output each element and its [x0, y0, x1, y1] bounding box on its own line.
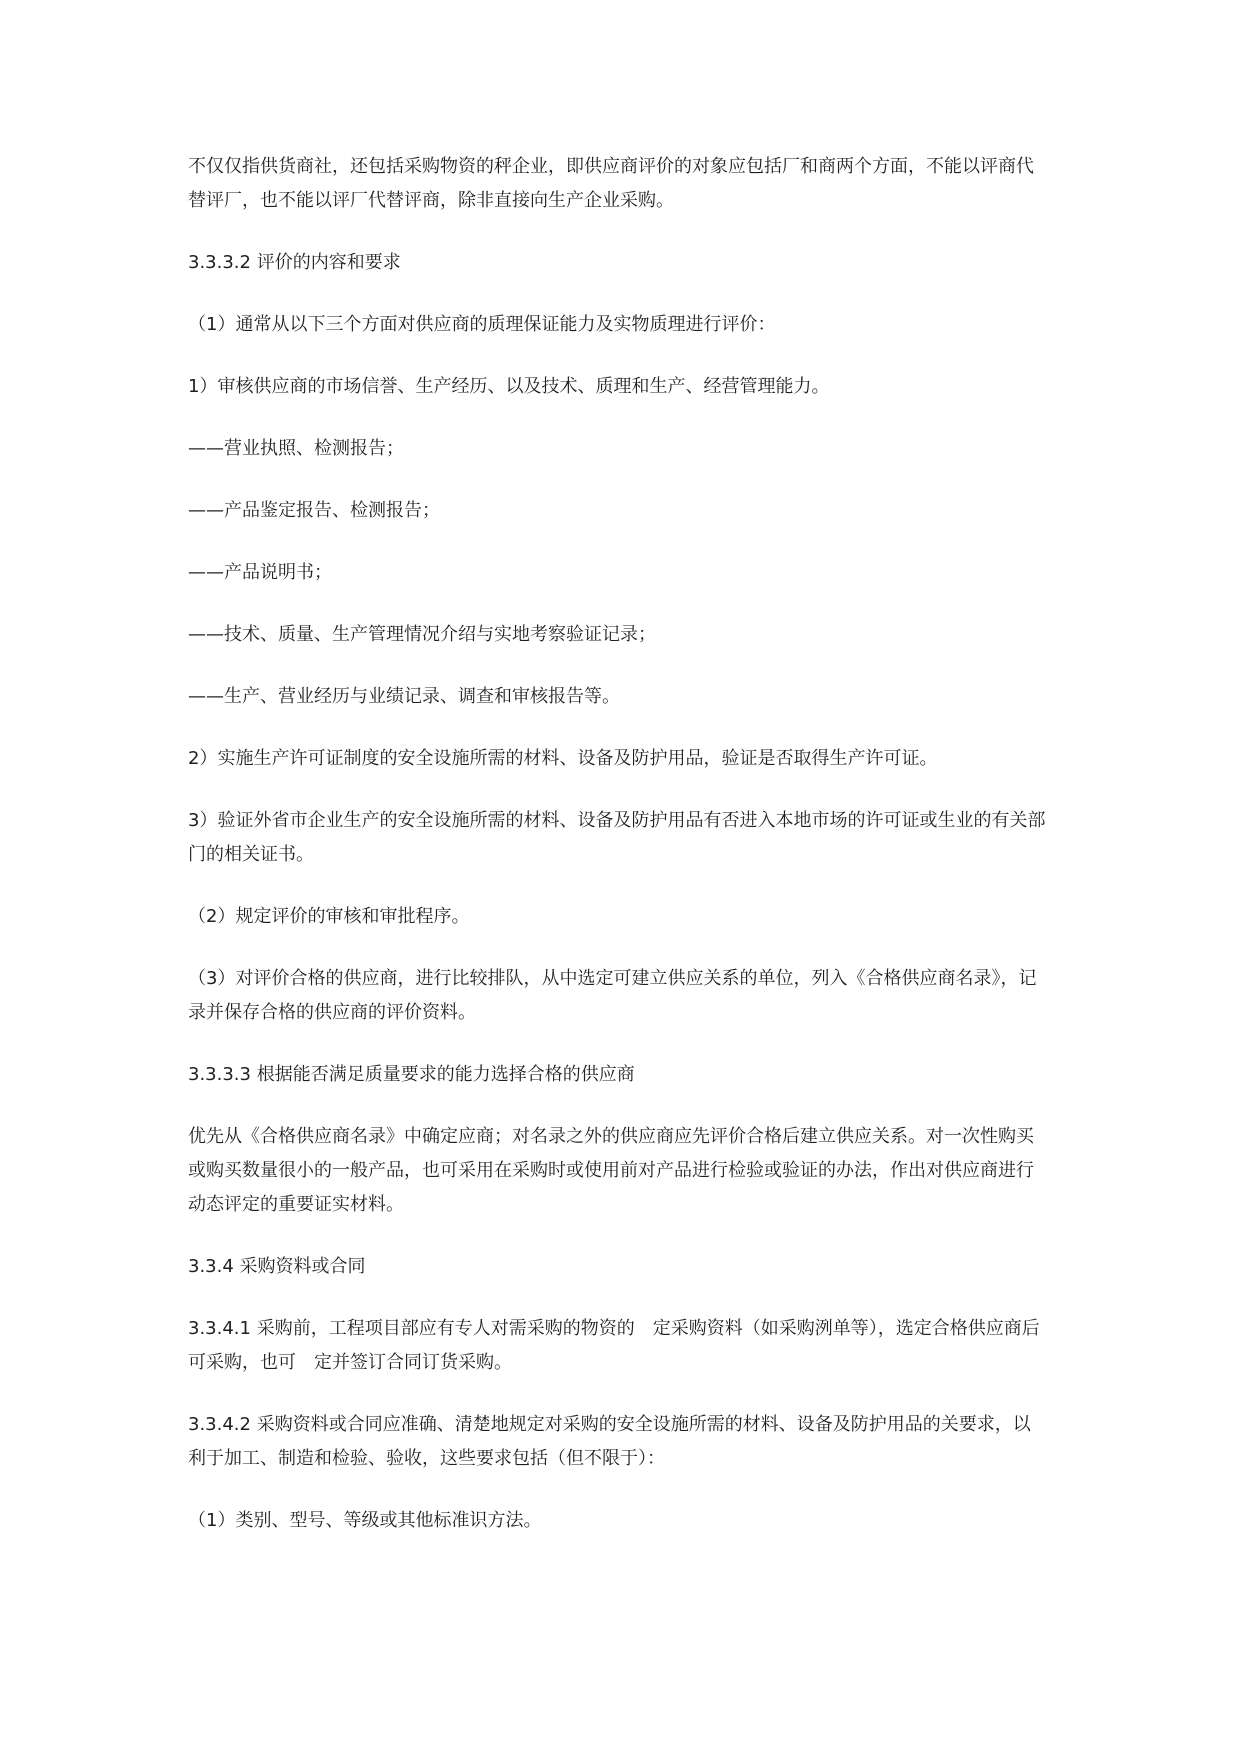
paragraph-3-3-4-2: 3.3.4.2 采购资料或合同应准确、清楚地规定对采购的安全设施所需的材料、设备及防护用品的关要求，以利于加工、制造和检验、验收，这些要求包括（但不限于）： [188, 1414, 1031, 1469]
heading-3-3-4: 3.3.4 采购资料或合同 [188, 1256, 366, 1277]
list-item-product-manual: ——产品说明书； [188, 562, 332, 583]
paragraph-item-2-license: 2）实施生产许可证制度的安全设施所需的材料、设备及防护用品，验证是否取得生产许可证。 [188, 748, 938, 769]
list-item-technical-quality: ——技术、质量、生产管理情况介绍与实地考察验证记录； [188, 624, 656, 645]
paragraph-evaluation-aspects: （1）通常从以下三个方面对供应商的质理保证能力及实物质理进行评价： [188, 314, 776, 335]
paragraph-category-type: （1）类别、型号、等级或其他标准识方法。 [188, 1510, 542, 1531]
heading-3-3-3-3: 3.3.3.3 根据能否满足质量要求的能力选择合格的供应商 [188, 1064, 635, 1085]
paragraph-approval-procedure: （2）规定评价的审核和审批程序。 [188, 906, 470, 927]
paragraph-item-3-verification: 3）验证外省市企业生产的安全设施所需的材料、设备及防护用品有否进入本地市场的许可证或生业的有关部门的相关证书。 [188, 810, 1046, 865]
paragraph-evaluation-scope: 不仅仅指供货商社，还包括采购物资的秤企业，即供应商评价的对象应包括厂和商两个方面，不能以评商代替评厂，也不能以评厂代替评商，除非直接向生产企业采购。 [188, 156, 1034, 211]
paragraph-item-1-audit: 1）审核供应商的市场信誉、生产经历、以及技术、质理和生产、经营管理能力。 [188, 376, 830, 397]
list-item-product-appraisal: ——产品鉴定报告、检测报告； [188, 500, 440, 521]
paragraph-3-3-4-1: 3.3.4.1 采购前，工程项目部应有专人对需采购的物资的 定采购资料（如采购洌单等），选定合格供应商后可采购，也可 定并签订合同订货采购。 [188, 1318, 1040, 1373]
heading-3-3-3-2: 3.3.3.2 评价的内容和要求 [188, 252, 401, 273]
paragraph-priority-selection: 优先从《合格供应商名录》中确定应商；对名录之外的供应商应先评价合格后建立供应关系。对一次性购买或购买数量很小的一般产品，也可采用在采购时或使用前对产品进行检验或验证的办法，作出对供应商进行动态评定的重要证实材料。 [188, 1126, 1034, 1215]
list-item-business-license: ——营业执照、检测报告； [188, 438, 404, 459]
document-body [188, 150, 1048, 1566]
paragraph-qualified-list: （3）对评价合格的供应商，进行比较排队，从中选定可建立供应关系的单位，列入《合格供应商名录》，记录并保存合格的供应商的评价资料。 [188, 968, 1037, 1023]
list-item-production-history: ——生产、营业经历与业绩记录、调查和审核报告等。 [188, 686, 620, 707]
